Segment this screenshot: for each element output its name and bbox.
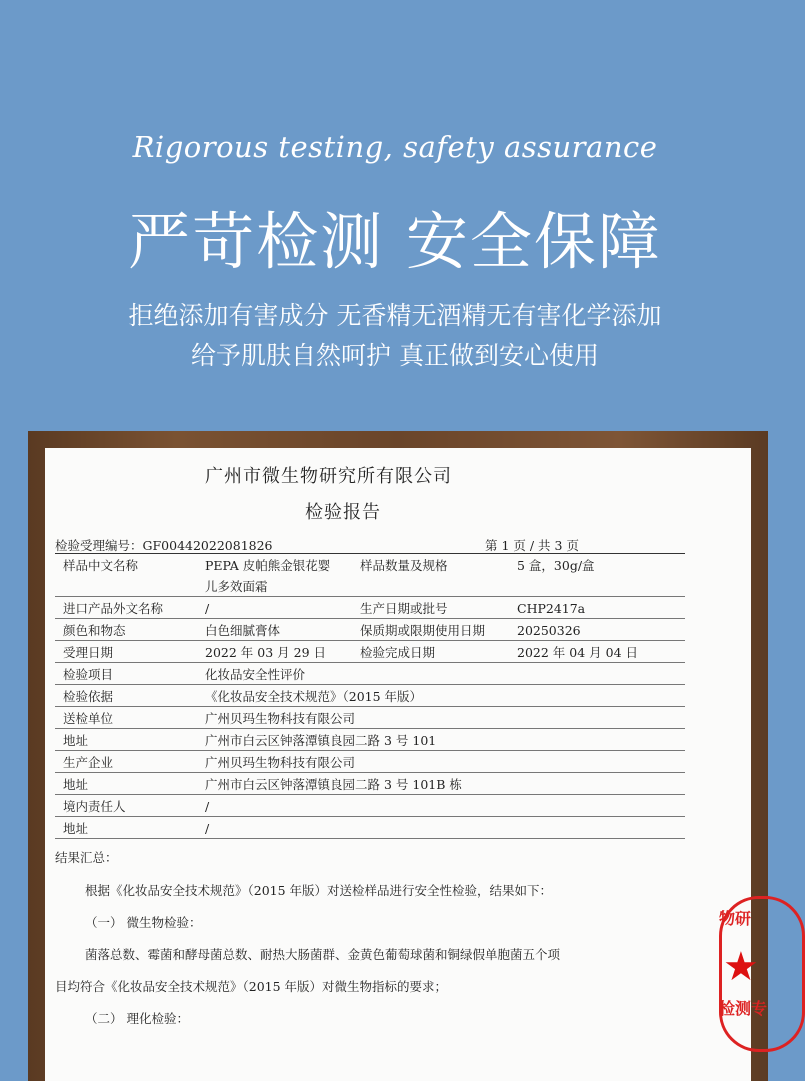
english-tagline: Rigorous testing, safety assurance [132,130,658,164]
report-table [55,553,685,839]
table-row [55,685,685,707]
seal-star-icon: ★ [723,944,759,990]
row-value-3: CHP2417a [517,601,586,616]
report-frame [28,431,768,1081]
row-label: 地址 [63,821,89,836]
row-label: 检验依据 [63,689,114,704]
row-value: / [205,799,210,814]
table-row [55,597,685,619]
row-value: 白色细腻膏体 [205,623,281,638]
row-value: 广州市白云区钟落潭镇良园二路 3 号 101B 栋 [205,777,462,792]
summary-line: （一） 微生物检验： [85,915,202,930]
table-row [55,817,685,839]
organization-name: 广州市微生物研究所有限公司 [205,466,452,487]
row-label-2: 样品数量及规格 [360,558,448,573]
summary-heading: 结果汇总： [55,850,118,865]
seal-text-top: 物研 [719,909,752,928]
row-label: 样品中文名称 [63,558,139,573]
row-value: / [205,601,210,616]
seal-text-bottom: 检测专 [719,999,768,1018]
table-row [55,554,685,597]
main-headline: 严苛检测 安全保障 [128,205,662,278]
row-label: 进口产品外文名称 [63,601,164,616]
subline-1: 拒绝添加有害成分 无香精无酒精无有害化学添加 [128,301,662,330]
row-value-3: 20250326 [517,623,581,638]
page-info: 第 1 页 / 共 3 页 [485,538,579,553]
row-value-cont: 儿多效面霜 [205,579,268,594]
row-label: 地址 [63,733,89,748]
table-row [55,707,685,729]
report-meta [55,536,685,554]
table-row [55,663,685,685]
row-value: 《化妆品安全技术规范》（2015 年版） [205,689,423,704]
row-label: 境内责任人 [63,799,126,814]
hero-section [0,0,790,420]
row-value: 广州市白云区钟落潭镇良园二路 3 号 101 [205,733,437,748]
summary-line: 根据《化妆品安全技术规范》（2015 年版）对送检样品进行安全性检验，结果如下： [85,883,553,898]
report-title: 检验报告 [305,502,381,523]
subline-2: 给予肌肤自然呵护 真正做到安心使用 [191,341,599,370]
row-label: 送检单位 [63,711,114,726]
table-row [55,619,685,641]
row-value: 广州贝玛生物科技有限公司 [205,755,356,770]
row-value: 广州贝玛生物科技有限公司 [205,711,356,726]
row-label: 颜色和物态 [63,623,126,638]
row-label-2: 保质期或限期使用日期 [360,623,486,638]
summary-line: 目均符合《化妆品安全技术规范》（2015 年版）对微生物指标的要求； [55,979,448,994]
row-value: 2022 年 03 月 29 日 [205,645,326,660]
report-paper [45,448,768,1081]
row-value: 化妆品安全性评价 [205,667,306,682]
summary-line: 菌落总数、霉菌和酵母菌总数、耐热大肠菌群、金黄色葡萄球菌和铜绿假单胞菌五个项 [85,947,561,962]
table-row [55,729,685,751]
table-row [55,751,685,773]
table-row [55,795,685,817]
summary-line: （二） 理化检验： [85,1011,189,1026]
row-value: PEPA 皮帕熊金银花婴 [205,558,331,573]
official-seal [717,896,777,1046]
reference-number: 检验受理编号：GF00442022081826 [55,538,273,553]
row-label: 地址 [63,777,89,792]
row-value-3: 2022 年 04 月 04 日 [517,645,638,660]
row-label: 检验项目 [63,667,114,682]
row-label-2: 生产日期或批号 [360,601,448,616]
row-value-3: 5 盒，30g/盒 [517,558,595,573]
row-label-2: 检验完成日期 [360,645,436,660]
table-row [55,641,685,663]
table-row [55,773,685,795]
row-value: / [205,821,210,836]
row-label: 生产企业 [63,755,114,770]
row-label: 受理日期 [63,645,114,660]
